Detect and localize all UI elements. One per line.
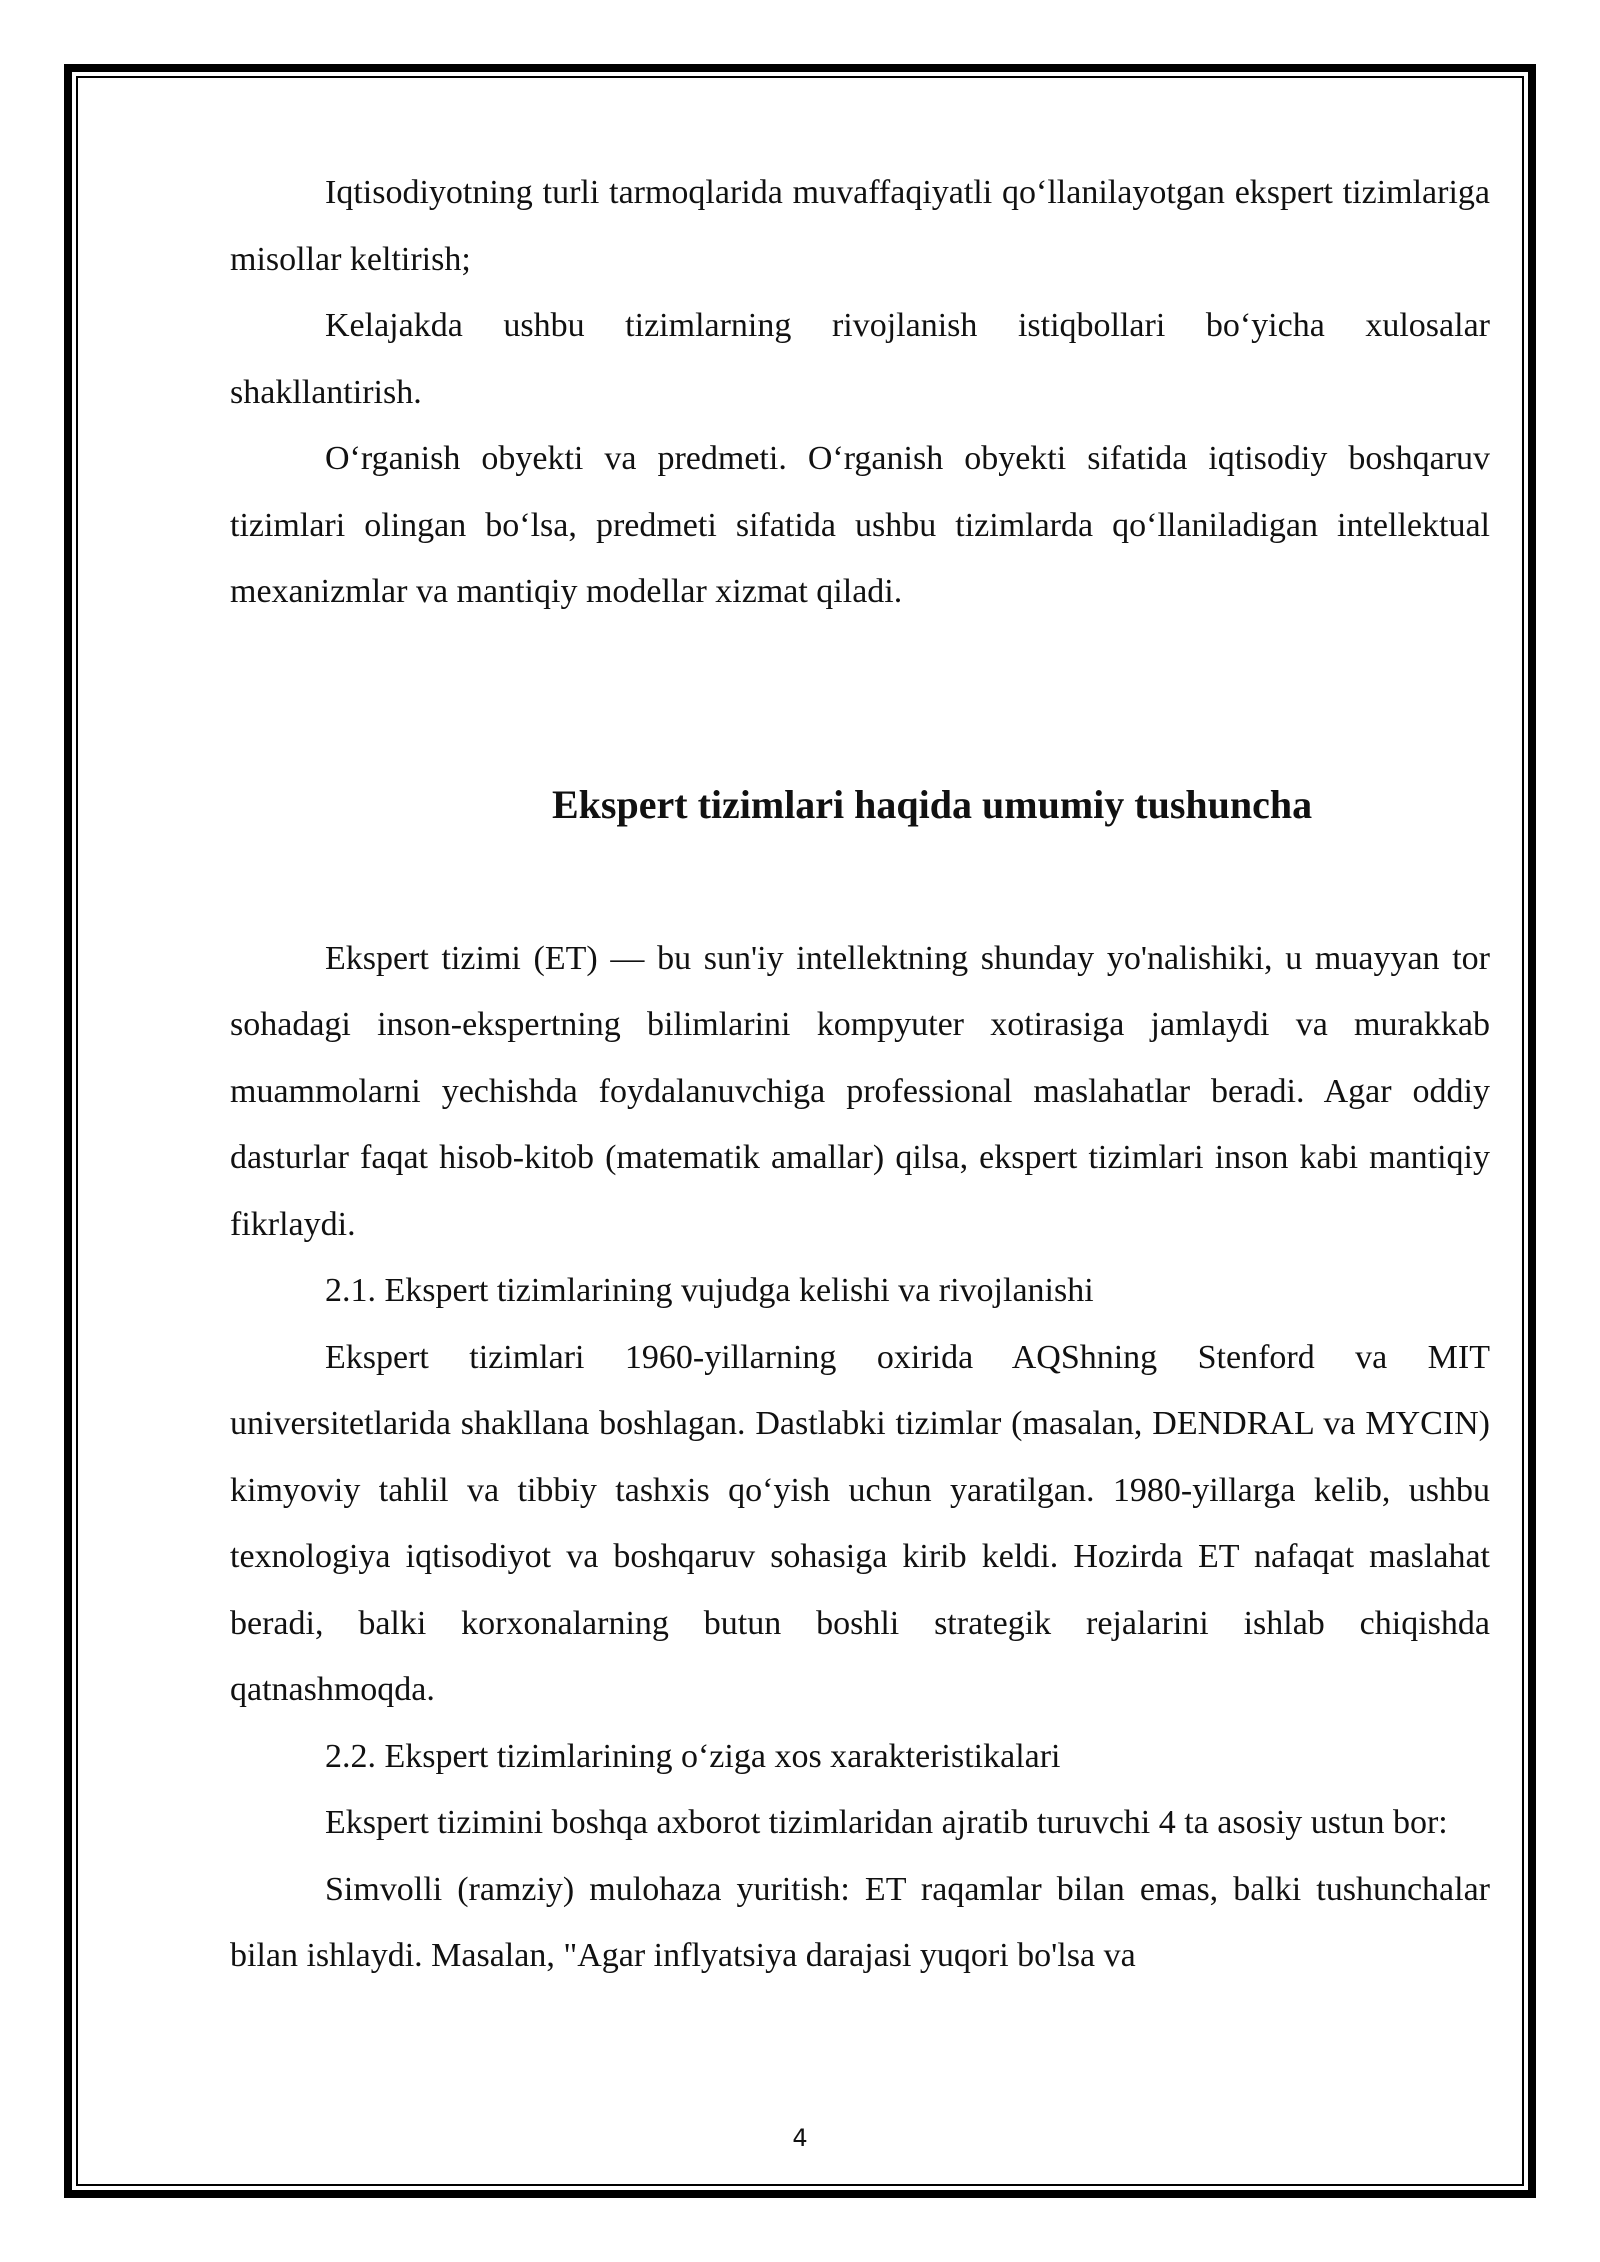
page-number: 4 — [792, 2124, 808, 2152]
intro-paragraph: Iqtisodiyotning turli tarmoqlarida muvaffaqiyatli qo‘llanilayotgan ekspert tizimlariga misollar keltirish; — [230, 174, 1490, 278]
intro-paragraph: Kelajakda ushbu tizimlarning rivojlanish istiqbollari bo‘yicha xulosalar shakllantirish. — [230, 307, 1490, 411]
subsection-title: 2.1. Ekspert tizimlarining vujudga kelishi va rivojlanishi — [325, 1272, 1094, 1309]
spacer — [230, 838, 1490, 926]
body-paragraph: Ekspert tizimini boshqa axborot tizimlaridan ajratib turuvchi 4 ta asosiy ustun bor: — [325, 1804, 1448, 1841]
section-heading: Ekspert tizimlari haqida umumiy tushuncha — [552, 781, 1313, 827]
document-body — [230, 160, 1490, 1990]
body-paragraph: Simvolli (ramziy) mulohaza yuritish: ET raqamlar bilan emas, balki tushunchalar bilan ishlaydi. Masalan, "Agar inflyatsiya darajasi yuqori bo'lsa va — [230, 1870, 1490, 1974]
intro-paragraph: O‘rganish obyekti va predmeti. O‘rganish obyekti sifatida iqtisodiy boshqaruv tizimlari olingan bo‘lsa, predmeti sifatida ushbu tizimlarda qo‘llaniladigan intellektual mexanizmlar va mantiqiy modellar xizmat qiladi. — [230, 440, 1490, 610]
body-paragraph: Ekspert tizimlari 1960-yillarning oxirida AQShning Stenford va MIT universitetlarida shakllana boshlagan. Dastlabki tizimlar (masalan, DENDRAL va MYCIN) kimyoviy tahlil va tibbiy tashxis qo‘yish uchun yaratilgan. 1980-yillarga kelib, ushbu texnologiya iqtisodiyot va boshqaruv sohasiga kirib keldi. Hozirda ET nafaqat maslahat beradi, balki korxonalarning butun boshli strategik rejalarini ishlab chiqishda qatnashmoqda. — [230, 1338, 1490, 1708]
spacer — [230, 626, 1490, 772]
subsection-title: 2.2. Ekspert tizimlarining o‘ziga xos xarakteristikalari — [325, 1737, 1061, 1775]
body-paragraph: Ekspert tizimi (ET) — bu sun'iy intellektning shunday yo'nalishiki, u muayyan tor sohadagi inson-ekspertning bilimlarini kompyuter xotirasiga jamlaydi va murakkab muammolarni yechishda foydalanuvchiga professional maslahatlar beradi. Agar oddiy dasturlar faqat hisob-kitob (matematik amallar) qilsa, ekspert tizimlari inson kabi mantiqiy fikrlaydi. — [230, 939, 1490, 1243]
